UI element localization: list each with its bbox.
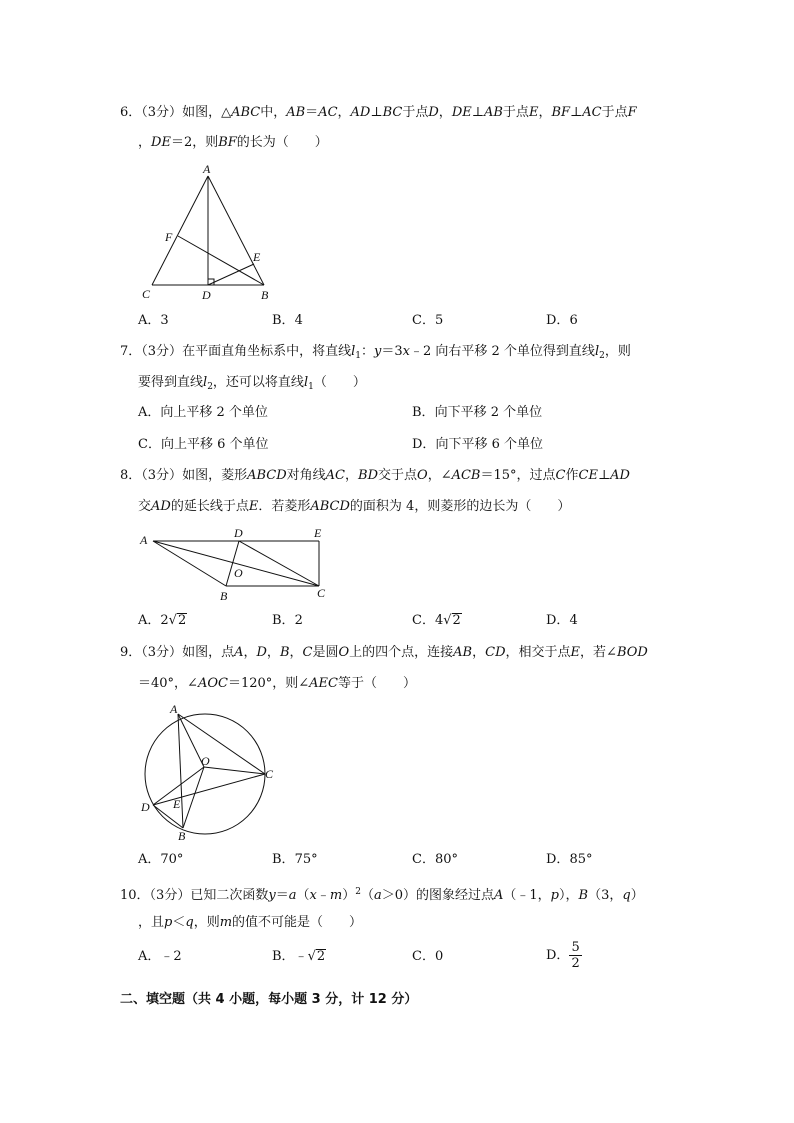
- section-fill-in-title: 二、填空题（共 4 小题，每小题 3 分，计 12 分）: [120, 992, 418, 1007]
- q9-stem-line2: ＝40°，∠AOC＝120°，则∠AEC等于（ ）: [138, 676, 416, 691]
- q8-option-b[interactable]: B．2: [272, 613, 303, 628]
- q9-label-D: D: [141, 800, 150, 814]
- q6-label-F: F: [165, 230, 173, 244]
- q6-stem-line1: 6．（3分）如图，△ABC中，AB＝AC，AD⊥BC于点D，DE⊥AB于点E，BF⊥AC于点F: [120, 105, 637, 120]
- q7-stem-line1: 7．（3分）在平面直角坐标系中，将直线$l_1$：y＝3x﹣2 向右平移 2 个单位得到直线$l_2$，则: [120, 344, 631, 361]
- q6-label-D: D: [202, 288, 211, 302]
- q10-option-d[interactable]: D． $\frac{5}{2}$: [546, 940, 580, 971]
- q8-option-c[interactable]: C．4√2: [412, 613, 461, 628]
- q9-option-a[interactable]: A．70°: [138, 852, 184, 867]
- q10-option-d-fraction: $\frac{5}{2}$: [571, 940, 580, 971]
- q9-label-E: E: [173, 797, 181, 811]
- q8-label-E: E: [314, 526, 322, 540]
- q10-option-b[interactable]: B．﹣√2: [272, 949, 326, 964]
- q8-option-d[interactable]: D．4: [546, 613, 578, 628]
- q8-stem-line1: 8．（3分）如图，菱形ABCD对角线AC，BD交于点O，∠ACB＝15°，过点C作CE⊥AD: [120, 468, 630, 483]
- q8-label-D: D: [234, 526, 243, 540]
- q6-triangle-figure: [138, 160, 288, 305]
- q9-stem-line1: 9．（3分）如图，点A，D，B，C是圆O上的四个点，连接AB，CD，相交于点E，若∠BOD: [120, 645, 648, 660]
- q6-option-b[interactable]: B．4: [272, 313, 303, 328]
- q7-stem-line2: 要得到直线$l_2$，还可以将直线$l_1$（ ）: [138, 375, 366, 392]
- q9-circle-figure: [136, 700, 286, 845]
- q6-option-c[interactable]: C．5: [412, 313, 444, 328]
- q8-stem-line2: 交AD的延长线于点E．若菱形ABCD的面积为 4，则菱形的边长为（ ）: [138, 499, 571, 514]
- q9-option-d[interactable]: D．85°: [546, 852, 593, 867]
- q6-label-E: E: [253, 250, 261, 264]
- q6-option-d[interactable]: D．6: [546, 313, 578, 328]
- q8-label-A: A: [140, 533, 148, 547]
- q6-label-C: C: [142, 287, 151, 301]
- q8-label-C: C: [317, 586, 326, 600]
- q8-option-a[interactable]: A．2√2: [138, 613, 187, 628]
- q6-option-a[interactable]: A．3: [138, 313, 169, 328]
- q6-label-A: A: [203, 162, 211, 176]
- q9-label-B: B: [178, 829, 186, 843]
- q7-option-d[interactable]: D．向下平移 6 个单位: [412, 437, 543, 452]
- q10-stem-line2: ，且p＜q，则m的值不可能是（ ）: [138, 915, 363, 930]
- q9-label-O: O: [201, 754, 210, 768]
- q8-label-B: B: [220, 589, 228, 603]
- q10-option-c[interactable]: C．0: [412, 949, 444, 964]
- q10-option-a[interactable]: A．﹣2: [138, 949, 182, 964]
- q8-label-O: O: [234, 566, 243, 580]
- q7-option-a[interactable]: A．向上平移 2 个单位: [138, 405, 268, 420]
- q7-option-c[interactable]: C．向上平移 6 个单位: [138, 437, 269, 452]
- q9-label-C: C: [265, 767, 274, 781]
- q10-stem-line1: 10．（3分）已知二次函数y＝a（x﹣m）$^2$（a＞0）的图象经过点A（﹣1，p），B（3，q）: [120, 887, 644, 903]
- q9-option-c[interactable]: C．80°: [412, 852, 458, 867]
- q9-label-A: A: [170, 702, 178, 716]
- q7-option-b[interactable]: B．向下平移 2 个单位: [412, 405, 543, 420]
- q6-label-B: B: [261, 288, 269, 302]
- q6-stem-line2: ，DE＝2，则BF的长为（ ）: [138, 135, 328, 150]
- q9-option-b[interactable]: B．75°: [272, 852, 318, 867]
- q8-rhombus-figure: [136, 525, 336, 605]
